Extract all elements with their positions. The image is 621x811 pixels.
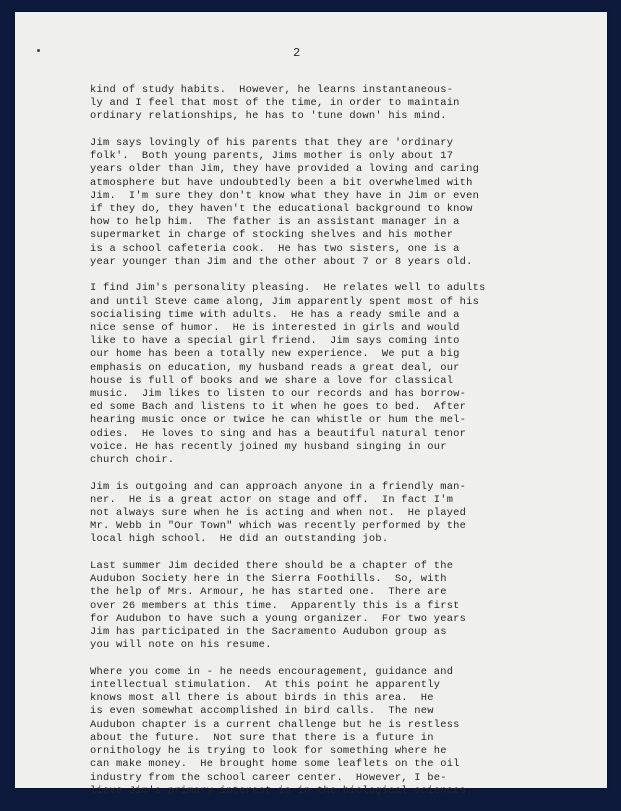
text-line: intellectual stimulation. At this point he apparently [90, 679, 441, 692]
text-line: Jim. I'm sure they don't know what they have in Jim or even [90, 189, 480, 202]
paragraph [90, 137, 590, 269]
text-line: over 26 members at this time. Apparently this is a first [90, 599, 460, 612]
text-line: voice. He has recently joined my husband singing in our [90, 440, 447, 453]
text-line: how to help him. The father is an assistant manager in a [90, 216, 460, 229]
text-line: ed some Bach and listens to it when he goes to bed. After [90, 401, 467, 414]
text-line: church choir. [90, 454, 175, 467]
text-line: odies. He loves to sing and has a beautiful natural tenor [90, 427, 467, 440]
text-line: and until Steve came along, Jim apparently spent most of his [90, 295, 480, 308]
paragraph [90, 666, 590, 798]
text-line: can make money. He brought home some leaflets on the oil [90, 758, 460, 771]
text-line: Jim is outgoing and can approach anyone in a friendly man- [90, 480, 467, 493]
text-line: ner. He is a great actor on stage and off. In fact I'm [90, 493, 454, 506]
paragraph [90, 560, 590, 652]
text-line: year younger than Jim and the other about 7 or 8 years old. [90, 255, 473, 268]
text-line: Mr. Webb in "Our Town" which was recently performed by the [90, 520, 467, 533]
paragraph [90, 481, 590, 547]
text-line: Jim has participated in the Sacramento Audubon group as [90, 626, 447, 639]
text-line: is even somewhat accomplished in bird calls. The new [90, 705, 434, 718]
page-number: 2 [293, 46, 301, 60]
text-line: about the future. Not sure that there is a future in [90, 731, 434, 744]
text-line: emphasis on education, my husband reads a great deal, our [90, 361, 460, 374]
text-line: if they do, they haven't the educational background to know [90, 203, 473, 216]
text-line: atmosphere but have undoubtedly been a bit overwhelmed with [90, 176, 473, 189]
text-line: I find Jim's personality pleasing. He relates well to adults [90, 282, 486, 295]
text-line: our home has been a totally new experience. We put a big [90, 348, 460, 361]
text-line: music. Jim likes to listen to our records and has borrow- [90, 388, 467, 401]
text-line: you will note on his resume. [90, 639, 272, 652]
letter-page [15, 12, 607, 797]
text-line: not always sure when he is acting and when not. He played [90, 507, 467, 520]
paragraph [90, 84, 590, 124]
text-line: Last summer Jim decided there should be a chapter of the [90, 560, 454, 573]
paragraph [90, 282, 590, 467]
text-line: years older than Jim, they have provided a loving and caring [90, 163, 480, 176]
letter-body [90, 84, 590, 811]
text-line: local high school. He did an outstanding job. [90, 533, 389, 546]
text-line: Where you come in - he needs encouragement, guidance and [90, 665, 454, 678]
text-line: supermarket in charge of stocking shelves and his mother [90, 229, 454, 242]
text-line: house is full of books and we share a love for classical [90, 374, 454, 387]
text-line: lieve Jim's primary interest is in the biological sciences. [90, 784, 473, 797]
text-line: knows most all there is about birds in this area. He [90, 692, 434, 705]
text-line: ordinary relationships, he has to 'tune down' his mind. [90, 110, 447, 123]
text-line: ly and I feel that most of the time, in order to maintain [90, 97, 460, 110]
text-line: ornithology he is trying to look for something where he [90, 745, 447, 758]
text-line: for Audubon to have such a young organizer. For two years [90, 612, 467, 625]
text-line: socialising time with adults. He has a ready smile and a [90, 308, 460, 321]
text-line: the help of Mrs. Armour, he has started one. There are [90, 586, 447, 599]
text-line: nice sense of humor. He is interested in girls and would [90, 322, 460, 335]
text-line: hearing music once or twice he can whistle or hum the mel- [90, 414, 467, 427]
paper-mark [37, 49, 40, 52]
text-line: kind of study habits. However, he learns instantaneous- [90, 84, 454, 96]
text-line: like to have a special girl friend. Jim says coming into [90, 335, 460, 348]
text-line: Jim says lovingly of his parents that they are 'ordinary [90, 137, 454, 149]
text-line: folk'. Both young parents, Jims mother is only about 17 [90, 150, 454, 163]
text-line: Audubon chapter is a current challenge but he is restless [90, 718, 460, 731]
text-line: is a school cafeteria cook. He has two sisters, one is a [90, 242, 460, 255]
text-line: industry from the school career center. However, I be- [90, 771, 447, 784]
text-line: Audubon Society here in the Sierra Foothills. So, with [90, 573, 447, 586]
